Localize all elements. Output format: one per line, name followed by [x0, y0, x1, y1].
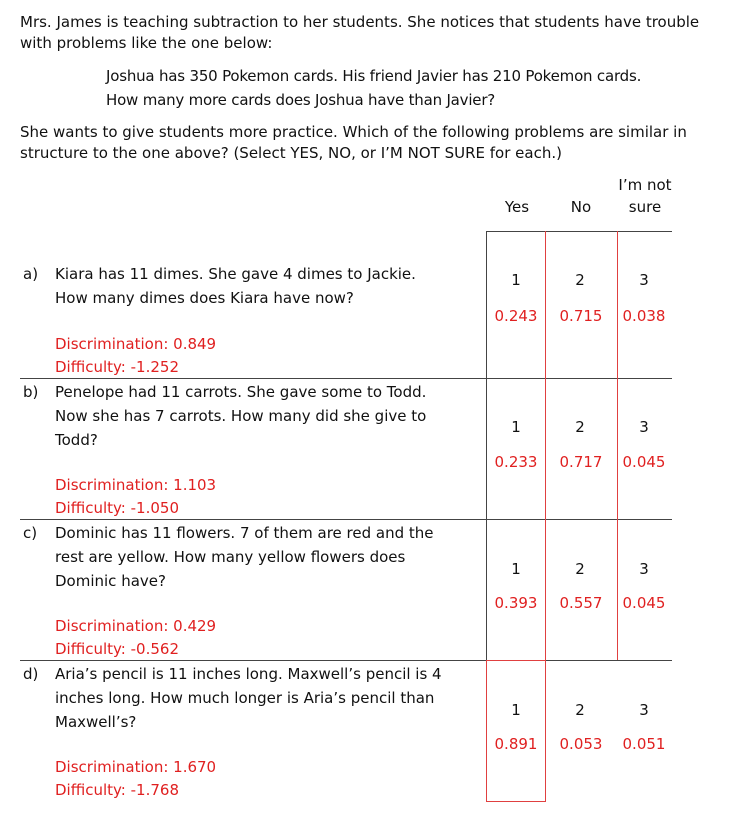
question-c-text: Dominic has 11 flowers. 7 of them are red and the rest are yellow. How many yellow flowers does Dominic have?: [55, 524, 434, 590]
question-d-value-no: 0.053: [559, 735, 603, 753]
header-not-sure-line-2: sure: [628, 198, 662, 216]
question-d-code-not-sure: 3: [639, 701, 649, 719]
question-a-value-not-sure: 0.038: [622, 307, 666, 325]
question-d-letter: d): [23, 665, 39, 683]
question-b-code-yes: 1: [511, 418, 521, 436]
question-d-value-yes: 0.891: [494, 735, 538, 753]
question-a-difficulty: Difficulty: -1.252: [55, 358, 179, 376]
question-c-code-yes: 1: [511, 560, 521, 578]
question-c-value-not-sure: 0.045: [622, 594, 666, 612]
question-c-letter: c): [23, 524, 38, 542]
question-b-difficulty: Difficulty: -1.050: [55, 499, 179, 517]
yes-box-top-border: [486, 660, 546, 661]
question-b-letter: b): [23, 383, 39, 401]
question-c-code-no: 2: [575, 560, 585, 578]
question-a-value-yes: 0.243: [494, 307, 538, 325]
question-c-discrimination: Discrimination: 0.429: [55, 617, 217, 635]
example-problem: [106, 64, 706, 112]
example-line-2: How many more cards does Joshua have than Javier?: [106, 91, 496, 109]
question-b-code-no: 2: [575, 418, 585, 436]
header-not-sure-line-1: I’m not: [618, 176, 672, 194]
header-yes: Yes: [504, 198, 530, 216]
question-a-code-not-sure: 3: [639, 271, 649, 289]
question-a-discrimination: Discrimination: 0.849: [55, 335, 217, 353]
question-d-code-no: 2: [575, 701, 585, 719]
question-b-value-not-sure: 0.045: [622, 453, 666, 471]
example-line-1: Joshua has 350 Pokemon cards. His friend Javier has 210 Pokemon cards.: [106, 67, 642, 85]
question-d-code-yes: 1: [511, 701, 521, 719]
question-a-code-no: 2: [575, 271, 585, 289]
question-d-text: Aria’s pencil is 11 inches long. Maxwell’s pencil is 4 inches long. How much longer is Aria’s pencil than Maxwell’s?: [55, 665, 442, 731]
question-c-difficulty: Difficulty: -0.562: [55, 640, 179, 658]
table-top-line: [487, 231, 672, 232]
question-b-value-yes: 0.233: [494, 453, 538, 471]
header-no: No: [570, 198, 592, 216]
question-c-value-yes: 0.393: [494, 594, 538, 612]
question-c-value-no: 0.557: [559, 594, 603, 612]
question-a-text: Kiara has 11 dimes. She gave 4 dimes to Jackie. How many dimes does Kiara have now?: [55, 265, 416, 307]
question-d-discrimination: Discrimination: 1.670: [55, 758, 217, 776]
question-a-code-yes: 1: [511, 271, 521, 289]
yes-box-left-border: [486, 660, 487, 801]
question-a-value-no: 0.715: [559, 307, 603, 325]
question-a-letter: a): [23, 265, 39, 283]
question-b-code-not-sure: 3: [639, 418, 649, 436]
question-b-discrimination: Discrimination: 1.103: [55, 476, 217, 494]
question-d-value-not-sure: 0.051: [622, 735, 666, 753]
intro-paragraph: Mrs. James is teaching subtraction to her students. She notices that students have trouble with problems like the one below:: [20, 13, 700, 52]
question-b-text: Penelope had 11 carrots. She gave some to Todd. Now she has 7 carrots. How many did she give to Todd?: [55, 383, 427, 449]
question-prompt: She wants to give students more practice. Which of the following problems are similar in structure to the one above? (Select YES, NO, or I’M NOT SURE for each.): [20, 123, 687, 162]
yes-box-bottom-border: [486, 801, 546, 802]
question-b-value-no: 0.717: [559, 453, 603, 471]
question-c-code-not-sure: 3: [639, 560, 649, 578]
question-d-difficulty: Difficulty: -1.768: [55, 781, 179, 799]
